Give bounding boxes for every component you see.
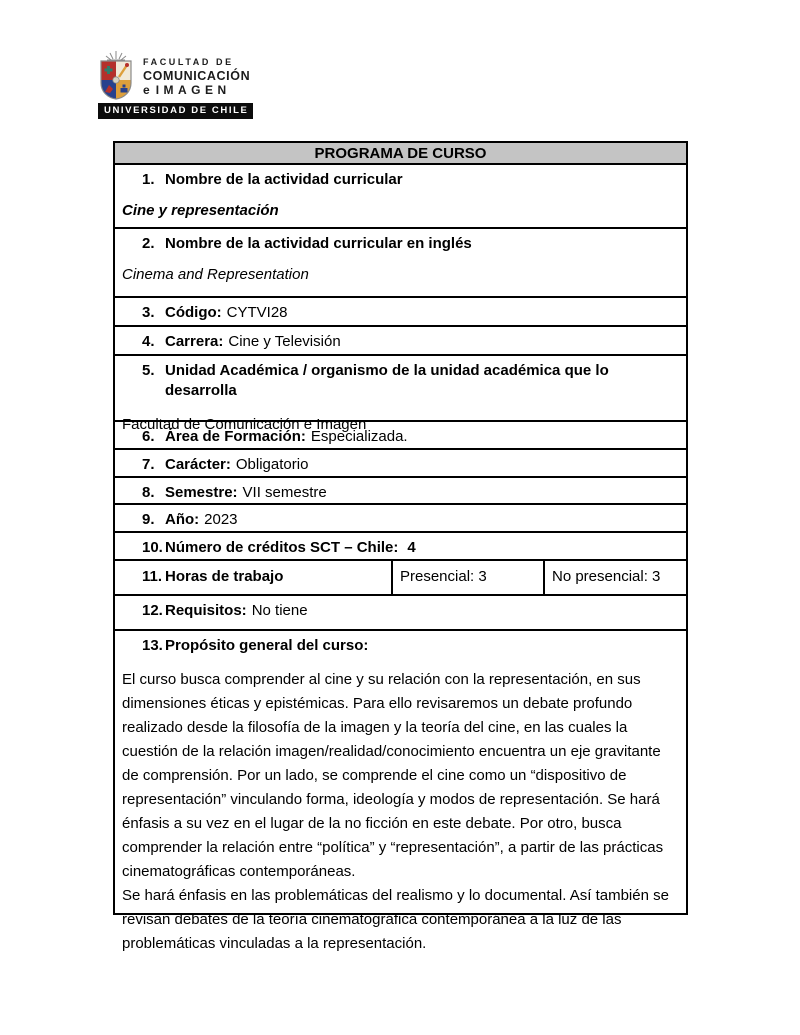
proposito-paragraph-2: Se hará énfasis en las problemáticas del realismo y lo documental. Así también se revisan debates de la teoría cinematográfica contemporánea a la luz de las problemáticas vinculadas a la representación. <box>122 887 674 952</box>
item-label: Requisitos: <box>165 602 247 619</box>
no-presencial-cell: No presencial: 3 <box>552 568 661 585</box>
row-carrera <box>115 327 686 356</box>
item-number: 9. <box>142 511 155 528</box>
item-number: 10. <box>142 539 163 556</box>
item-number: 1. <box>142 171 155 188</box>
item-label: Semestre: <box>165 484 238 501</box>
university-shield-icon <box>98 50 134 100</box>
row-requisitos <box>115 596 686 631</box>
creditos-value: 4 <box>407 539 416 556</box>
table-title: PROGRAMA DE CURSO <box>115 143 686 165</box>
row-creditos <box>115 533 686 561</box>
caracter-value: Obligatorio <box>235 456 309 473</box>
row-semestre <box>115 478 686 505</box>
row-nombre-actividad <box>115 165 686 229</box>
row-nombre-ingles <box>115 229 686 298</box>
area-formacion-value: Especializada. <box>310 428 408 445</box>
unidad-academica-value: Facultad de Comunicación e Imagen <box>122 416 367 433</box>
item-number: 4. <box>142 333 155 350</box>
item-label: Área de Formación: <box>165 428 306 445</box>
course-name-value: Cine y representación <box>122 202 279 219</box>
faculty-name <box>143 50 250 97</box>
row-unidad-academica <box>115 356 686 433</box>
item-label: Carrera: <box>165 333 224 350</box>
item-label: Código: <box>165 304 222 321</box>
row-proposito <box>115 631 686 952</box>
row-horas-trabajo <box>115 561 686 596</box>
presencial-cell: Presencial: 3 <box>393 561 545 594</box>
university-logo <box>98 50 253 119</box>
item-label: Unidad Académica / organismo de la unidad académica que lo desarrolla <box>165 362 609 399</box>
item-number: 8. <box>142 484 155 501</box>
item-number: 12. <box>142 602 163 619</box>
university-name-banner: UNIVERSIDAD DE CHILE <box>98 103 253 119</box>
proposito-paragraph-1: El curso busca comprender al cine y su relación con la representación, en sus dimensiones éticas y epistémicas. Para ello revisaremos un debate profundo realizado desde la filosofía de la imagen y la teoría del cine, en las cuales la cuestión de la relación imagen/realidad/conocimiento encuentra un eje gravitante de comprensión. Por un lado, se comprende el cine como un “dispositivo de representación” vinculando forma, ideología y modos de representación. Se hará énfasis a su vez en el lugar de la no ficción en este debate. Por otro, busca comprender la relación entre “política” y “representación”, a partir de las prácticas cinematográficas contemporáneas. <box>122 671 668 880</box>
item-label: Propósito general del curso: <box>165 637 369 654</box>
item-label: Número de créditos SCT – Chile: <box>165 539 399 556</box>
carrera-value: Cine y Televisión <box>228 333 341 350</box>
faculty-name-line1: FACULTAD DE <box>143 57 234 67</box>
row-codigo <box>115 298 686 327</box>
item-number: 3. <box>142 304 155 321</box>
requisitos-value: No tiene <box>251 602 308 619</box>
item-label: Nombre de la actividad curricular en inglés <box>165 235 472 252</box>
item-number: 6. <box>142 428 155 445</box>
item-number: 5. <box>142 362 155 379</box>
horas-trabajo-cell <box>115 561 393 594</box>
item-label: Año: <box>165 511 200 528</box>
item-number: 2. <box>142 235 155 252</box>
course-program-table <box>113 141 688 952</box>
faculty-name-line3: e IMAGEN <box>143 83 231 97</box>
course-name-english-value: Cinema and Representation <box>122 266 309 283</box>
semestre-value: VII semestre <box>242 484 327 501</box>
row-anio <box>115 505 686 533</box>
item-number: 7. <box>142 456 155 473</box>
anio-value: 2023 <box>204 511 238 528</box>
faculty-name-line2: COMUNICACIÓN <box>143 69 251 83</box>
item-label: Horas de trabajo <box>165 568 284 585</box>
row-caracter <box>115 450 686 478</box>
item-number: 11. <box>142 568 163 585</box>
codigo-value: CYTVI28 <box>226 304 288 321</box>
item-label: Carácter: <box>165 456 231 473</box>
row-area-formacion <box>115 422 686 450</box>
item-number: 13. <box>142 637 163 654</box>
item-label: Nombre de la actividad curricular <box>165 171 403 188</box>
